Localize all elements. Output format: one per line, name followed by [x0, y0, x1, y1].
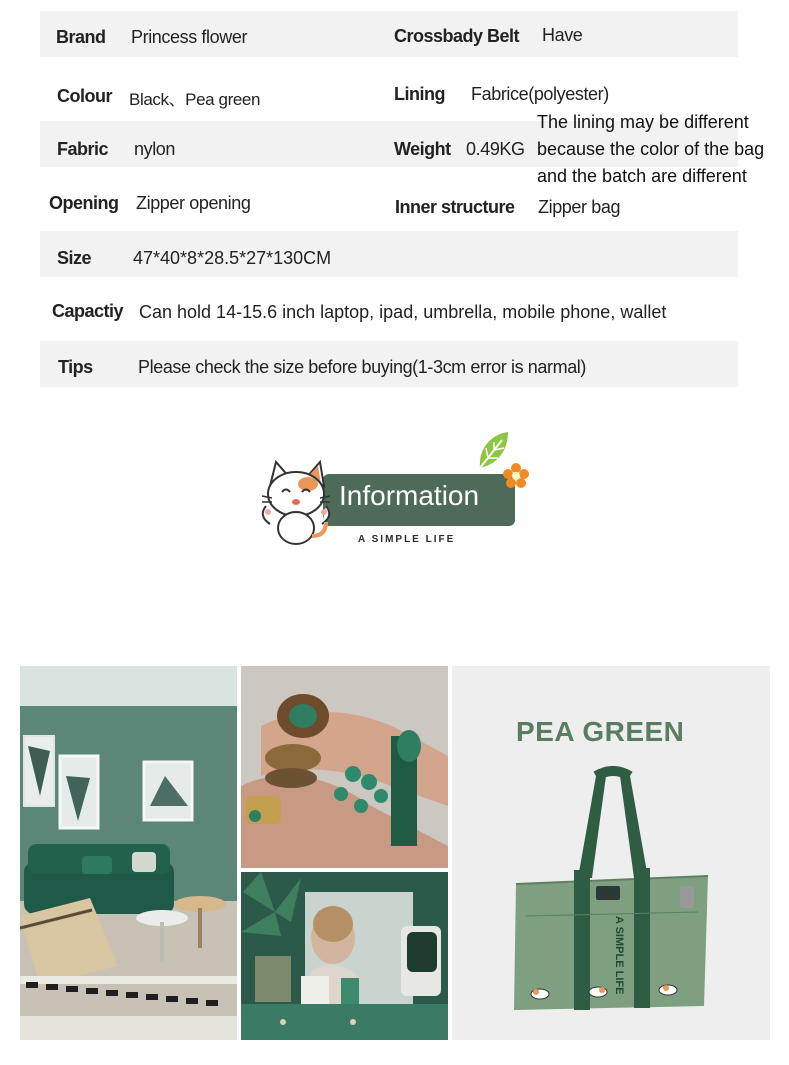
opening-label: Opening: [49, 193, 119, 213]
decor-illustration: [241, 872, 448, 1040]
living-room-illustration: [20, 666, 237, 1040]
cat-mascot-icon: [256, 456, 336, 550]
lining-label: Lining: [394, 84, 445, 104]
jewelry-photo: [241, 666, 448, 868]
weight-value: 0.49KG: [466, 139, 525, 159]
living-room-photo: [20, 666, 237, 1040]
opening-value: Zipper opening: [136, 193, 251, 213]
brand-label: Brand: [56, 27, 106, 47]
brand-value: Princess flower: [131, 27, 248, 47]
fabric-label: Fabric: [57, 139, 109, 159]
jewelry-illustration: [241, 666, 448, 868]
inner-structure-value: Zipper bag: [538, 197, 621, 217]
belt-value: Have: [542, 25, 583, 45]
badge-title: Information: [339, 480, 480, 511]
decor-photo: [241, 872, 448, 1040]
fabric-value: nylon: [134, 139, 176, 159]
capacity-label: Capactiy: [52, 301, 124, 321]
capacity-value: Can hold 14-15.6 inch laptop, ipad, umbrella, mobile phone, wallet: [139, 302, 667, 322]
tips-value: Please check the size before buying(1-3cm error is narmal): [138, 357, 586, 377]
tips-label: Tips: [58, 357, 93, 377]
lining-value: Fabrice(polyester): [471, 84, 609, 104]
weight-label: Weight: [394, 139, 451, 159]
size-label: Size: [57, 248, 92, 268]
inner-structure-label: Inner structure: [395, 197, 515, 217]
flower-icon: [502, 462, 530, 490]
colour-value: Black、Pea green: [129, 90, 261, 109]
belt-label: Crossbady Belt: [394, 26, 520, 46]
pea-green-title: PEA GREEN: [516, 716, 685, 747]
lining-note: The lining may be different because the color of the bag and the batch are different: [537, 112, 765, 186]
bag-illustration: [508, 766, 718, 1020]
bag-print-text: A SIMPLE LIFE: [613, 916, 625, 995]
colour-label: Colour: [57, 86, 112, 106]
badge-subtitle: A SIMPLE LIFE: [358, 534, 456, 545]
size-value: 47*40*8*28.5*27*130CM: [133, 248, 332, 268]
